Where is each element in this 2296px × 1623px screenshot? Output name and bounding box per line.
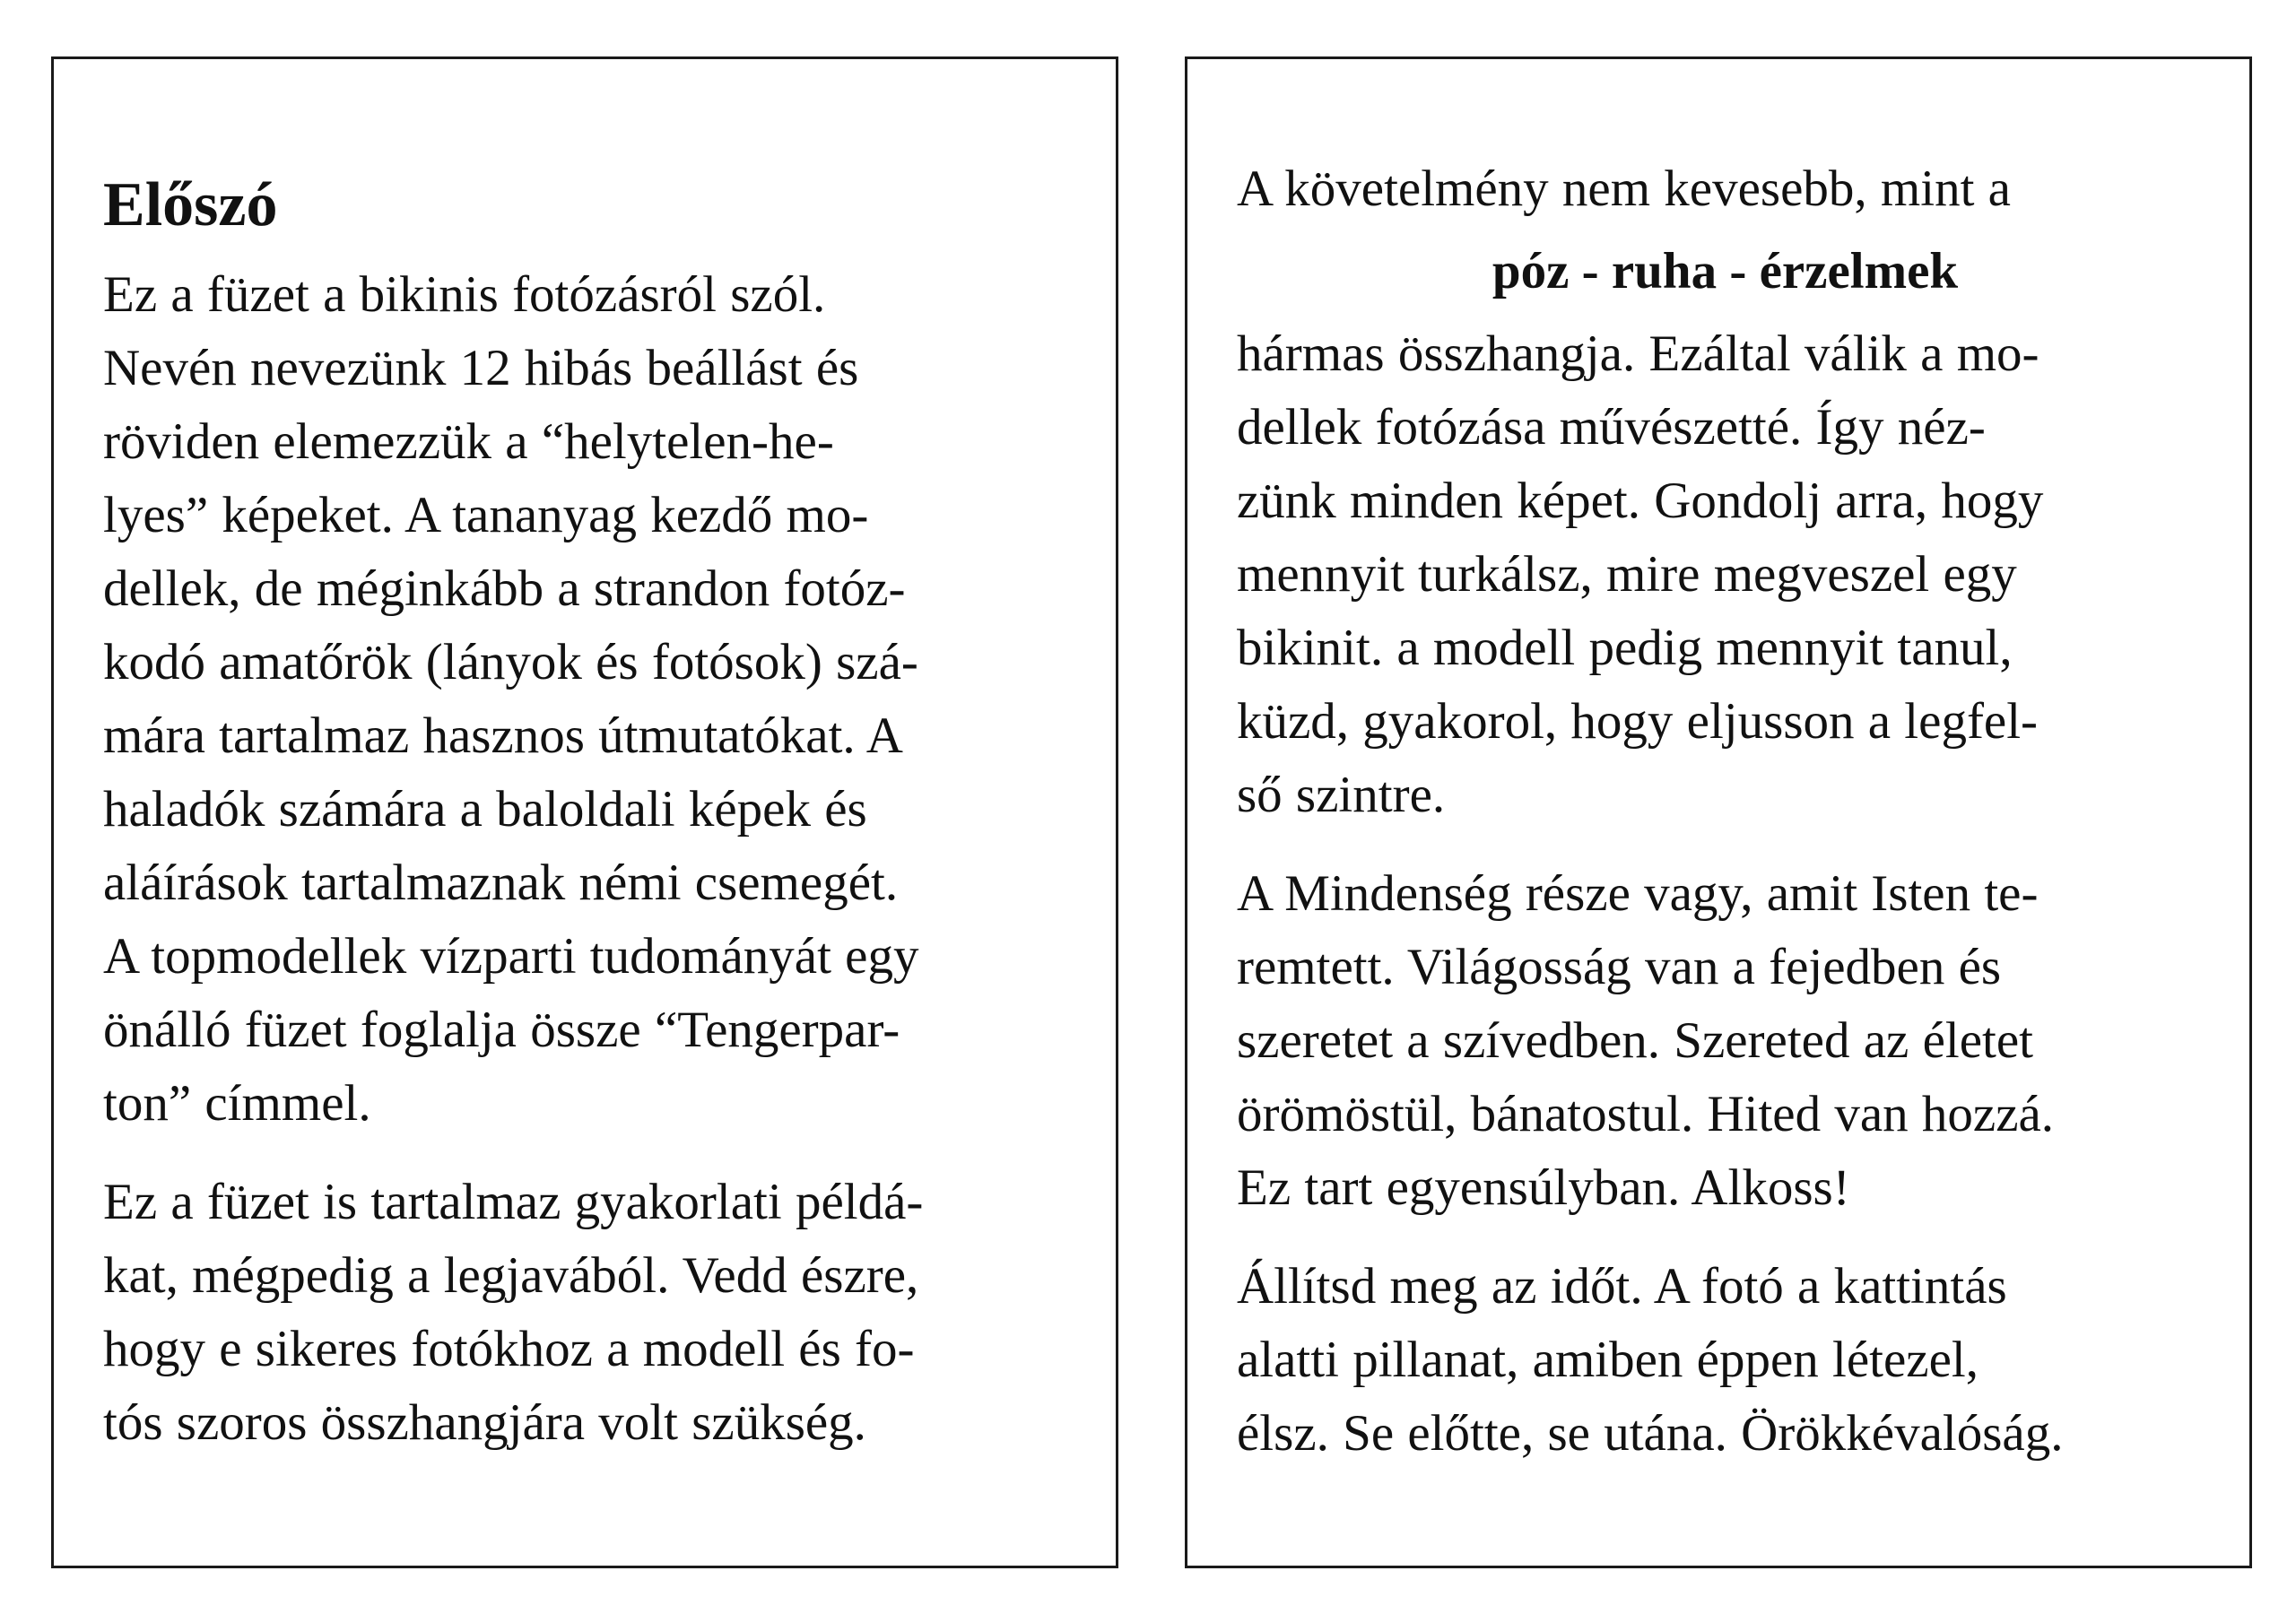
right-paragraph-2 <box>1237 857 2213 1225</box>
text-line: Nevén nevezünk 12 hibás beállást és <box>103 340 859 396</box>
right-page-content <box>1237 152 2213 1496</box>
left-paragraph-2 <box>103 1166 1080 1460</box>
text-line: A topmodellek vízparti tudományát egy <box>103 928 919 985</box>
text-line: küzd, gyakorol, hogy eljusson a legfel- <box>1237 693 2039 750</box>
text-line: zünk minden képet. Gondolj arra, hogy <box>1237 473 2044 529</box>
right-paragraph-1 <box>1237 317 2213 832</box>
intro-paragraph <box>1237 152 2213 226</box>
text-line: hármas összhangja. Ezáltal válik a mo- <box>1237 325 2039 382</box>
text-line: Ez tart egyensúlyban. Alkoss! <box>1237 1159 1850 1216</box>
text-line: Ez a füzet is tartalmaz gyakorlati példá- <box>103 1174 924 1230</box>
text-line: dellek fotózása művészetté. Így néz- <box>1237 399 1986 456</box>
text-line: haladók számára a baloldali képek és <box>103 781 867 838</box>
text-line: aláírások tartalmaznak némi csemegét. <box>103 855 899 911</box>
text-line: Ez a füzet a bikinis fotózásról szól. <box>103 266 826 323</box>
text-line: szeretet a szívedben. Szereted az életet <box>1237 1012 2033 1069</box>
text-line: hogy e sikeres fotókhoz a modell és fo- <box>103 1321 915 1377</box>
text-line: dellek, de méginkább a strandon fotóz- <box>103 560 906 617</box>
text-line: ton” címmel. <box>103 1075 371 1132</box>
text-line: alatti pillanat, amiben éppen létezel, <box>1237 1332 1979 1388</box>
text-line: tós szoros összhangjára volt szükség. <box>103 1394 866 1451</box>
text-line: A követelmény nem kevesebb, mint a <box>1237 161 2011 217</box>
page-title: Előszó <box>103 170 278 239</box>
text-line: kat, mégpedig a legjavából. Vedd észre, <box>103 1247 919 1304</box>
text-line: mennyit turkálsz, mire megveszel egy <box>1237 546 2017 603</box>
right-paragraph-3 <box>1237 1250 2213 1471</box>
text-line: bikinit. a modell pedig mennyit tanul, <box>1237 620 2013 676</box>
text-line: lyes” képeket. A tananyag kezdő mo- <box>103 487 869 543</box>
text-line: remtett. Világosság van a fejedben és <box>1237 939 2002 995</box>
text-line: A Mindenség része vagy, amit Isten te- <box>1237 865 2039 922</box>
left-paragraph-1 <box>103 258 1080 1141</box>
text-line: mára tartalmaz hasznos útmutatókat. A <box>103 707 903 764</box>
text-line: önálló füzet foglalja össze “Tengerpar- <box>103 1002 900 1058</box>
text-line: Állítsd meg az időt. A fotó a kattintás <box>1237 1258 2007 1315</box>
text-line: röviden elemezzük a “helytelen-he- <box>103 413 834 470</box>
text-line: élsz. Se előtte, se utána. Örökkévalóság. <box>1237 1405 2064 1462</box>
text-line: ső szintre. <box>1237 767 1446 823</box>
left-page-content <box>103 165 1080 1485</box>
emphasis-line: póz - ruha - érzelmek <box>1492 243 1959 299</box>
right-page <box>1185 56 2252 1568</box>
text-line: kodó amatőrök (lányok és fotósok) szá- <box>103 634 918 690</box>
text-line: örömöstül, bánatostul. Hited van hozzá. <box>1237 1086 2055 1142</box>
left-page <box>51 56 1118 1568</box>
